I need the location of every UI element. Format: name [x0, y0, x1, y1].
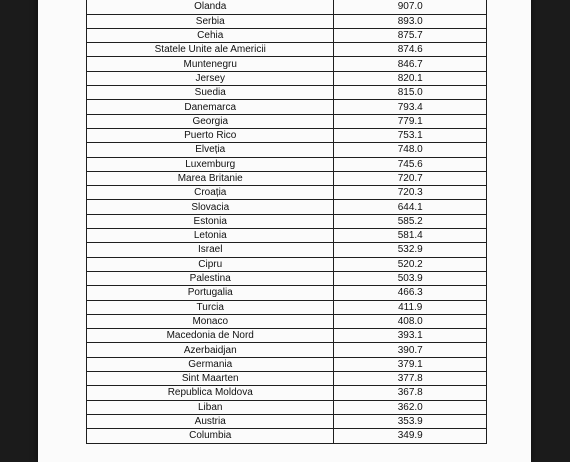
country-cell: Israel	[87, 243, 334, 257]
country-cell: Luxemburg	[87, 157, 334, 171]
value-cell: 349.9	[334, 429, 487, 443]
value-cell: 585.2	[334, 214, 487, 228]
country-cell: Sint Maarten	[87, 372, 334, 386]
table-row	[87, 357, 487, 371]
country-cell: Estonia	[87, 214, 334, 228]
country-cell: Elveția	[87, 143, 334, 157]
table-row	[87, 14, 487, 28]
table-row	[87, 71, 487, 85]
table-row	[87, 100, 487, 114]
table-row	[87, 86, 487, 100]
value-cell: 874.6	[334, 43, 487, 57]
table-row	[87, 400, 487, 414]
value-cell: 503.9	[334, 271, 487, 285]
table-row	[87, 243, 487, 257]
value-cell: 353.9	[334, 414, 487, 428]
country-cell: Monaco	[87, 314, 334, 328]
value-cell: 745.6	[334, 157, 487, 171]
table-row	[87, 128, 487, 142]
country-cell: Puerto Rico	[87, 128, 334, 142]
table-row	[87, 329, 487, 343]
value-cell: 815.0	[334, 86, 487, 100]
value-cell: 532.9	[334, 243, 487, 257]
table-row	[87, 57, 487, 71]
country-cell: Slovacia	[87, 200, 334, 214]
table-row	[87, 229, 487, 243]
country-cell: Croația	[87, 186, 334, 200]
table-row	[87, 271, 487, 285]
country-cell: Palestina	[87, 271, 334, 285]
table-row	[87, 157, 487, 171]
value-cell: 893.0	[334, 14, 487, 28]
table-row	[87, 286, 487, 300]
table-row	[87, 186, 487, 200]
value-cell: 466.3	[334, 286, 487, 300]
country-cell: Turcia	[87, 300, 334, 314]
value-cell: 379.1	[334, 357, 487, 371]
table-row	[87, 143, 487, 157]
table-row	[87, 414, 487, 428]
table-row	[87, 214, 487, 228]
country-cell: Letonia	[87, 229, 334, 243]
value-cell: 820.1	[334, 71, 487, 85]
value-cell: 411.9	[334, 300, 487, 314]
value-cell: 748.0	[334, 143, 487, 157]
country-cell: Statele Unite ale Americii	[87, 43, 334, 57]
country-cell: Liban	[87, 400, 334, 414]
value-cell: 846.7	[334, 57, 487, 71]
country-cell: Cehia	[87, 28, 334, 42]
value-cell: 793.4	[334, 100, 487, 114]
country-cell: Germania	[87, 357, 334, 371]
table-row	[87, 114, 487, 128]
value-cell: 393.1	[334, 329, 487, 343]
country-cell: Marea Britanie	[87, 171, 334, 185]
country-cell: Suedia	[87, 86, 334, 100]
country-cell: Danemarca	[87, 100, 334, 114]
country-cell: Columbia	[87, 429, 334, 443]
value-cell: 367.8	[334, 386, 487, 400]
value-cell: 377.8	[334, 372, 487, 386]
value-cell: 581.4	[334, 229, 487, 243]
table-row	[87, 43, 487, 57]
table-row	[87, 343, 487, 357]
table-row	[87, 372, 487, 386]
table-row	[87, 28, 487, 42]
table-row	[87, 200, 487, 214]
table-row	[87, 300, 487, 314]
value-cell: 907.0	[334, 0, 487, 14]
country-cell: Azerbaidjan	[87, 343, 334, 357]
country-cell: Jersey	[87, 71, 334, 85]
country-cell: Austria	[87, 414, 334, 428]
country-cell: Portugalia	[87, 286, 334, 300]
table-row	[87, 314, 487, 328]
value-cell: 753.1	[334, 128, 487, 142]
table-row	[87, 0, 487, 14]
value-cell: 408.0	[334, 314, 487, 328]
value-cell: 390.7	[334, 343, 487, 357]
table-row	[87, 257, 487, 271]
value-cell: 875.7	[334, 28, 487, 42]
country-cell: Serbia	[87, 14, 334, 28]
value-cell: 720.3	[334, 186, 487, 200]
table-row	[87, 429, 487, 443]
table-row	[87, 171, 487, 185]
table-body	[87, 0, 487, 443]
table-row	[87, 386, 487, 400]
country-cell: Georgia	[87, 114, 334, 128]
country-cell: Olanda	[87, 0, 334, 14]
country-cell: Muntenegru	[87, 57, 334, 71]
country-cell: Macedonia de Nord	[87, 329, 334, 343]
value-cell: 520.2	[334, 257, 487, 271]
value-cell: 779.1	[334, 114, 487, 128]
value-cell: 362.0	[334, 400, 487, 414]
value-cell: 644.1	[334, 200, 487, 214]
country-values-table	[86, 0, 487, 444]
country-cell: Republica Moldova	[87, 386, 334, 400]
value-cell: 720.7	[334, 171, 487, 185]
document-page	[38, 0, 531, 462]
country-cell: Cipru	[87, 257, 334, 271]
